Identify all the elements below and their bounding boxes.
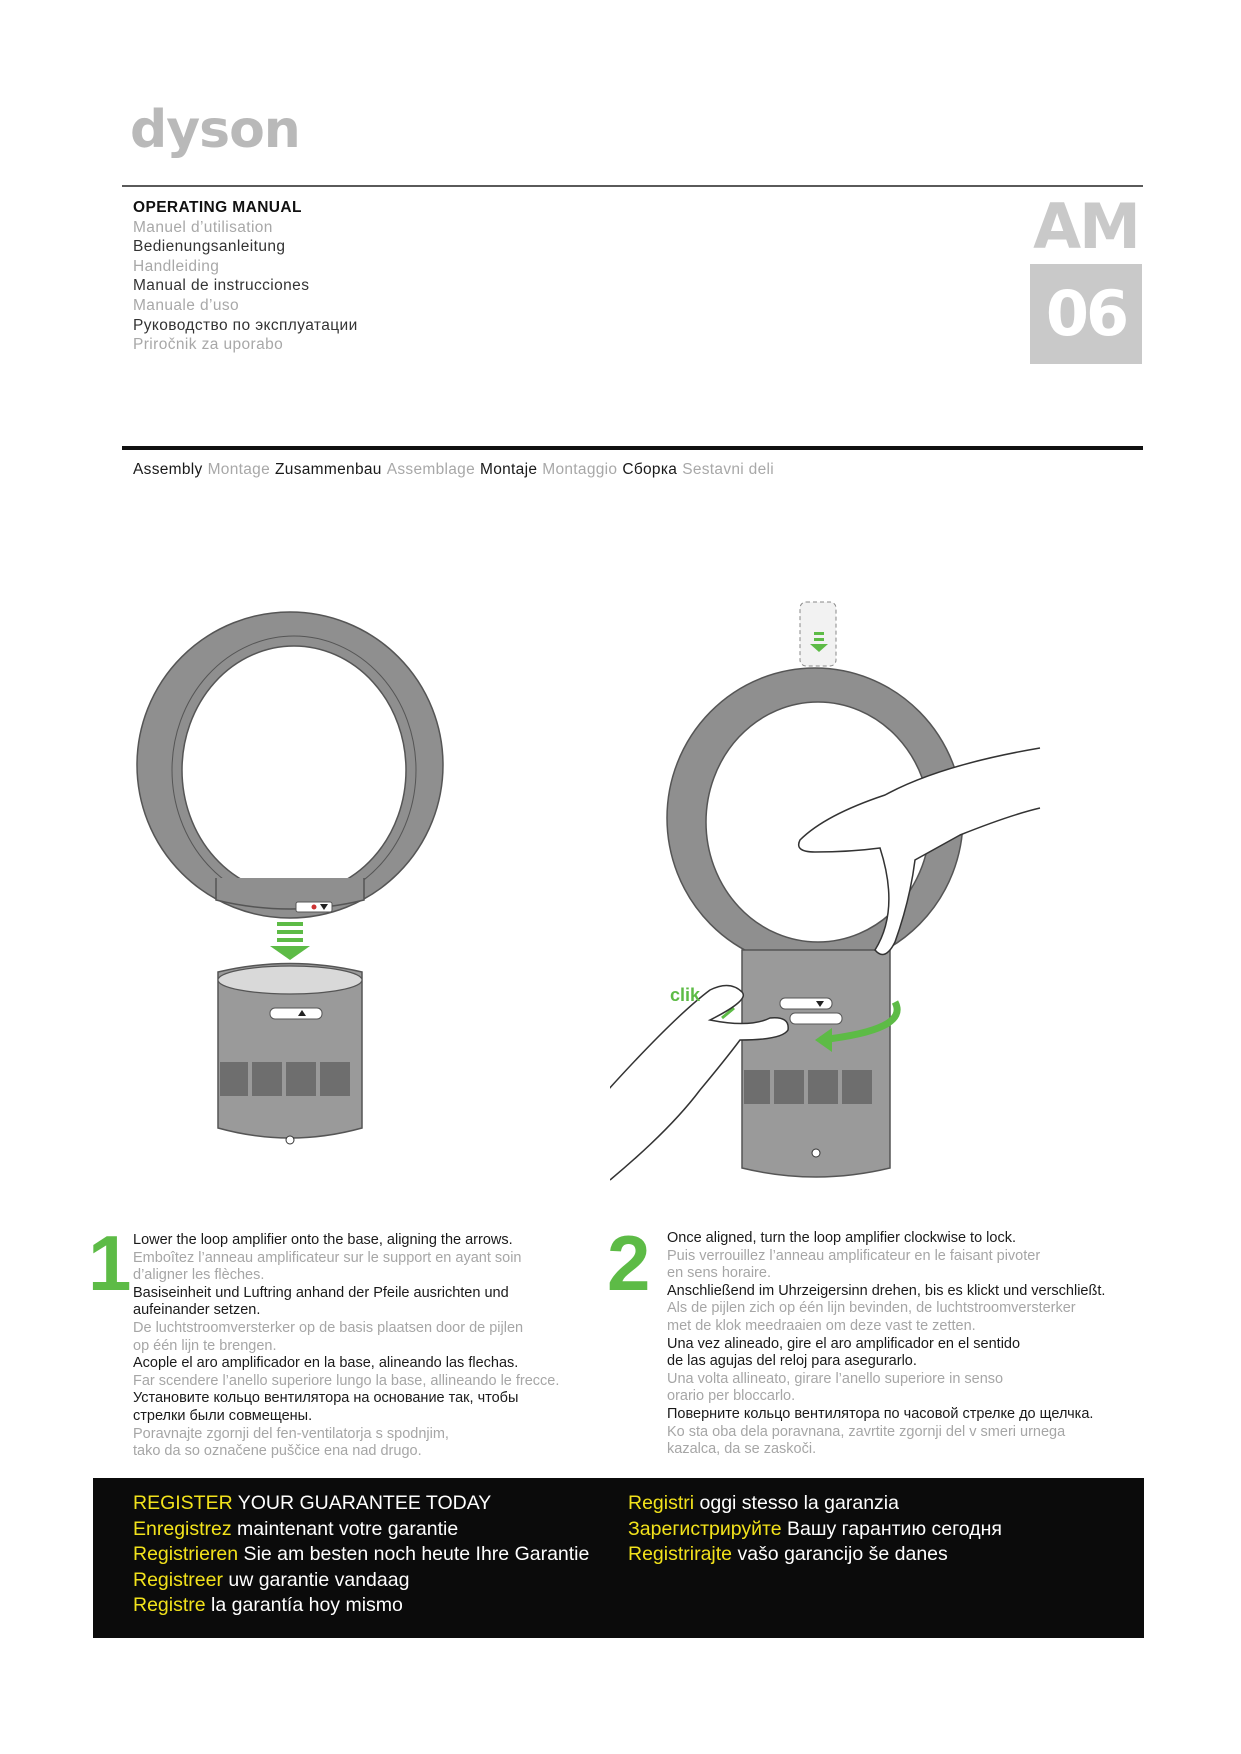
step1-line-es: Acople el aro amplificador en la base, alineando las flechas. [133,1355,519,1372]
banner-line-es[interactable]: Registre la garantía hoy mismo [133,1594,403,1616]
banner-right-column [628,1491,1002,1568]
step1-line-de-1: Basiseinheit und Luftring anhand der Pfeile ausrichten und [133,1284,509,1301]
step2-line-sl-1: Ko sta oba dela poravnana, zavrtite zgornji del v smeri urnega [667,1423,1066,1440]
power-button-icon [286,1136,294,1144]
assembly-en: Assembly [133,461,203,478]
assembly-sl: Sestavni deli [682,461,774,478]
step1-line-sl-1: Poravnajte zgornji del fen-ventilatorja s spodnjim, [133,1425,449,1442]
base-arrow-label [270,1008,322,1019]
title-fr: Manuel d’utilisation [133,218,273,236]
step1-line-fr-1: Emboîtez l’anneau amplificateur sur le support en ayant soin [133,1249,522,1266]
red-dot-icon [312,905,317,910]
step2-line-fr-2: en sens horaire. [667,1265,771,1282]
banner-line-en[interactable]: REGISTER YOUR GUARANTEE TODAY [133,1492,492,1514]
fan-base [742,950,890,1177]
assembly-de: Zusammenbau [275,461,382,478]
step2-line-en: Once aligned, turn the loop amplifier clockwise to lock. [667,1230,1016,1246]
step1-line-de-2: aufeinander setzen. [133,1302,261,1319]
ring-arrow-label [780,998,832,1009]
assembly-ru: Сборка [622,461,678,478]
click-label: clik [670,985,701,1005]
step1-number: 1 [88,1219,132,1307]
step2-line-it-1: Una volta allineato, girare l’anello superiore in senso [667,1370,1004,1387]
loop-neck [216,878,364,909]
step2-line-it-2: orario per bloccarlo. [667,1388,796,1405]
step2-line-fr-1: Puis verrouillez l’anneau amplificateur en le faisant pivoter [667,1247,1041,1264]
banner-left-column [133,1491,589,1619]
step2-line-nl-1: Als de pijlen zich op één lijn bevinden, de luchtstroomversterker [667,1300,1076,1317]
step2-text [667,1230,1105,1459]
step1-line-nl-2: op één lijn te brengen. [133,1337,277,1354]
guarantee-banner [93,1478,1144,1638]
banner-line-it[interactable]: Registri oggi stesso la garanzia [628,1492,899,1514]
title-it: Manuale d’uso [133,296,240,314]
step1-line-en: Lower the loop amplifier onto the base, aligning the arrows. [133,1232,513,1248]
step2-line-es-1: Una vez alineado, gire el aro amplificador en el sentido [667,1335,1021,1352]
step1-line-sl-2: tako da so označene puščice ena nad drugo. [133,1443,422,1460]
assembly-it: Montaggio [542,461,618,478]
assembly-es: Montaje [480,461,538,478]
base-vents [744,1070,872,1104]
assembly-nl: Assemblage [386,461,475,478]
section-divider [122,446,1143,450]
header-divider [122,185,1143,187]
model-bottom: 06 [1030,264,1142,364]
step1-line-fr-2: d’aligner les flèches. [133,1267,265,1284]
power-button-icon [812,1149,820,1157]
step2-number: 2 [607,1219,651,1307]
manual-titles [133,198,358,355]
base-top-opening [218,966,362,994]
step2-illustration [610,590,1080,1210]
title-sl: Priročnik za uporabo [133,336,284,354]
banner-line-nl[interactable]: Registreer uw garantie vandaag [133,1568,410,1591]
title-es: Manual de instrucciones [133,277,310,295]
banner-line-ru[interactable]: Зарегистрируйте Вашу гарантию сегодня [628,1517,1002,1540]
title-de: Bedienungsanleitung [133,238,286,256]
banner-line-sl[interactable]: Registrirajte vašo garancijo še danes [628,1543,948,1565]
step1-line-it: Far scendere l’anello superiore lungo la base, allineando le frecce. [133,1372,560,1389]
green-down-arrow-icon [270,922,310,960]
banner-line-de[interactable]: Registrieren Sie am besten noch heute Ihre Garantie [133,1543,590,1565]
step2-line-es-2: de las agujas del reloj para asegurarlo. [667,1353,917,1370]
step1-line-ru-2: стрелки были совмещены. [133,1407,313,1424]
model-top: AM [1033,190,1139,263]
title-nl: Handleiding [133,257,220,275]
step2-line-ru: Поверните кольцо вентилятора по часовой стрелке до щелчка. [667,1405,1094,1422]
model-badge [1030,190,1142,364]
assembly-heading [133,461,779,479]
title-ru: Руководство по эксплуатации [133,316,358,334]
base-arrow-label [790,1013,842,1024]
loop-opening [182,646,406,894]
step1-line-ru-1: Установите кольцо вентилятора на основание так, чтобы [133,1390,519,1407]
step2-line-sl-2: kazalca, da se zaskoči. [667,1441,817,1458]
dyson-logo: dyson [130,100,300,160]
title-en: OPERATING MANUAL [133,199,302,216]
step1-line-nl-1: De luchtstroomversterker op de basis plaatsen door de pijlen [133,1319,524,1336]
step1-text [133,1232,559,1461]
banner-line-fr[interactable]: Enregistrez maintenant votre garantie [133,1517,459,1540]
step2-line-de: Anschließend im Uhrzeigersinn drehen, bis es klickt und verschließt. [667,1282,1106,1299]
step2-line-nl-2: met de klok meedraaien om deze vast te zetten. [667,1317,976,1334]
step1-illustration [120,600,460,1180]
assembly-fr: Montage [207,461,271,478]
